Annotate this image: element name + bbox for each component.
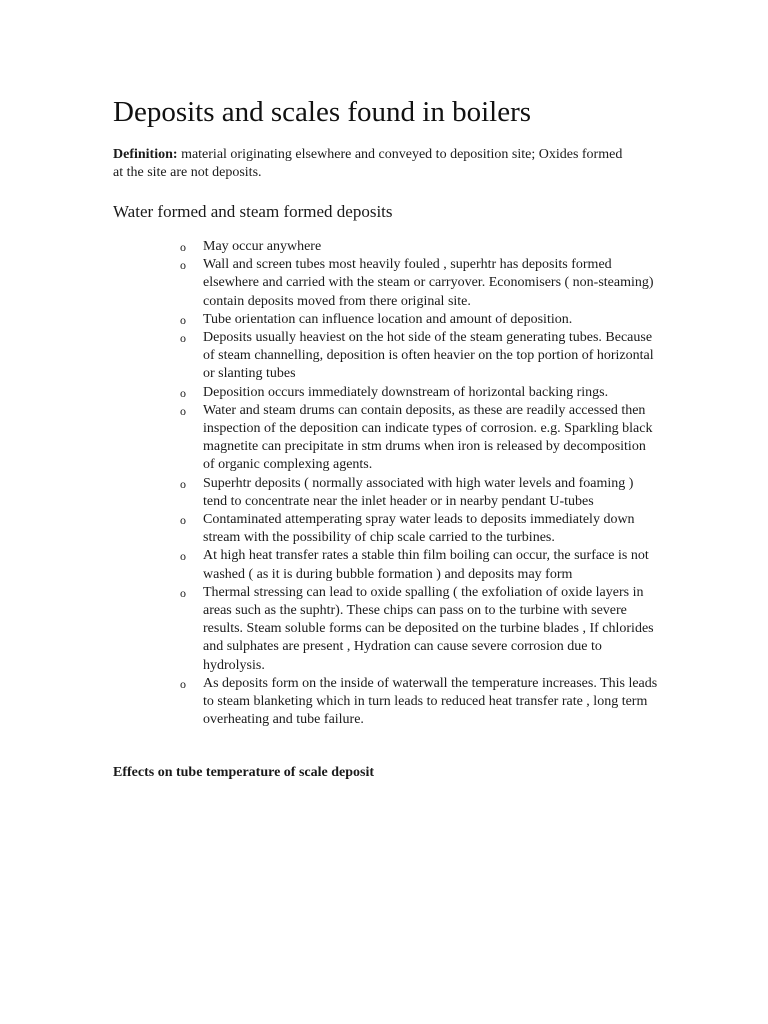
bullet-text: Wall and screen tubes most heavily fouled , superhtr has deposits formed elsewhere and carried with the steam or carryover. Economisers ( non-steaming) contain deposits moved from there original site. (203, 257, 654, 309)
bullet-text: Thermal stressing can lead to oxide spalling ( the exfoliation of oxide layers in areas such as the suphtr). These chips can pass on to the turbine with severe results. Steam soluble forms can be deposited on the turbine blades , If chlorides and sulphates are present , Hydration can cause severe corrosion due to hydrolysis. (203, 584, 654, 673)
definition-label: Definition: (113, 147, 178, 162)
bullet-text: Deposits usually heaviest on the hot side of the steam generating tubes. Because of steam channelling, deposition is often heavier on the top portion of horizontal or slanting tubes (203, 330, 654, 382)
bullet-marker: o (180, 676, 186, 691)
bullet-marker: o (180, 258, 186, 273)
bullet-marker: o (180, 476, 186, 491)
bullet-text: Contaminated attemperating spray water leads to deposits immediately down stream with the possibility of chip scale carried to the turbines. (203, 512, 635, 546)
bullet-item (180, 511, 660, 547)
bullet-text: Deposition occurs immediately downstream of horizontal backing rings. (203, 384, 609, 400)
bullet-item (180, 402, 660, 475)
bullet-marker: o (180, 403, 186, 418)
bullet-text: As deposits form on the inside of waterwall the temperature increases. This leads to steam blanketing which in turn leads to reduced heat transfer rate , long term overheating and tube failure. (203, 675, 658, 728)
bullet-marker: o (180, 240, 186, 254)
bullet-item (180, 238, 660, 256)
bullet-item (180, 584, 660, 675)
section-heading: Water formed and steam formed deposits (113, 202, 393, 221)
bullet-marker: o (180, 549, 186, 564)
bullet-marker: o (180, 331, 186, 346)
bullet-text: Water and steam drums can contain deposits, as these are readily accessed then inspection of the deposition can indicate types of corrosion. e.g. Sparkling black magnetite can precipitate in stm drums when iron is released by decomposition of organic complexing agents. (203, 402, 653, 473)
bullet-text: At high heat transfer rates a stable thin film boiling can occur, the surface is not washed ( as it is during bubble formation ) and deposits may form (203, 548, 649, 582)
bullet-item (180, 311, 660, 329)
document-title: Deposits and scales found in boilers (113, 96, 532, 128)
bullet-item (180, 256, 660, 311)
bullet-marker: o (180, 312, 186, 327)
bullet-text: Superhtr deposits ( normally associated with high water levels and foaming ) tend to concentrate near the inlet header or in nearby pendant U-tubes (203, 475, 634, 509)
deposit-bullet-list (180, 238, 660, 729)
definition-text: material originating elsewhere and conveyed to deposition site; Oxides formed at the site are not deposits. (113, 147, 623, 180)
definition-paragraph (113, 146, 633, 182)
bullet-item (180, 547, 660, 583)
bullet-marker: o (180, 585, 186, 600)
bullet-item (180, 384, 660, 402)
bullet-text: May occur anywhere (203, 239, 322, 254)
bullet-marker: o (180, 513, 186, 528)
bullet-item (180, 329, 660, 384)
bullet-item (180, 475, 660, 511)
bullet-marker: o (180, 385, 186, 400)
bullet-item (180, 675, 660, 730)
bullet-text: Tube orientation can influence location and amount of deposition. (203, 311, 573, 327)
effects-heading: Effects on tube temperature of scale deposit (113, 765, 375, 780)
